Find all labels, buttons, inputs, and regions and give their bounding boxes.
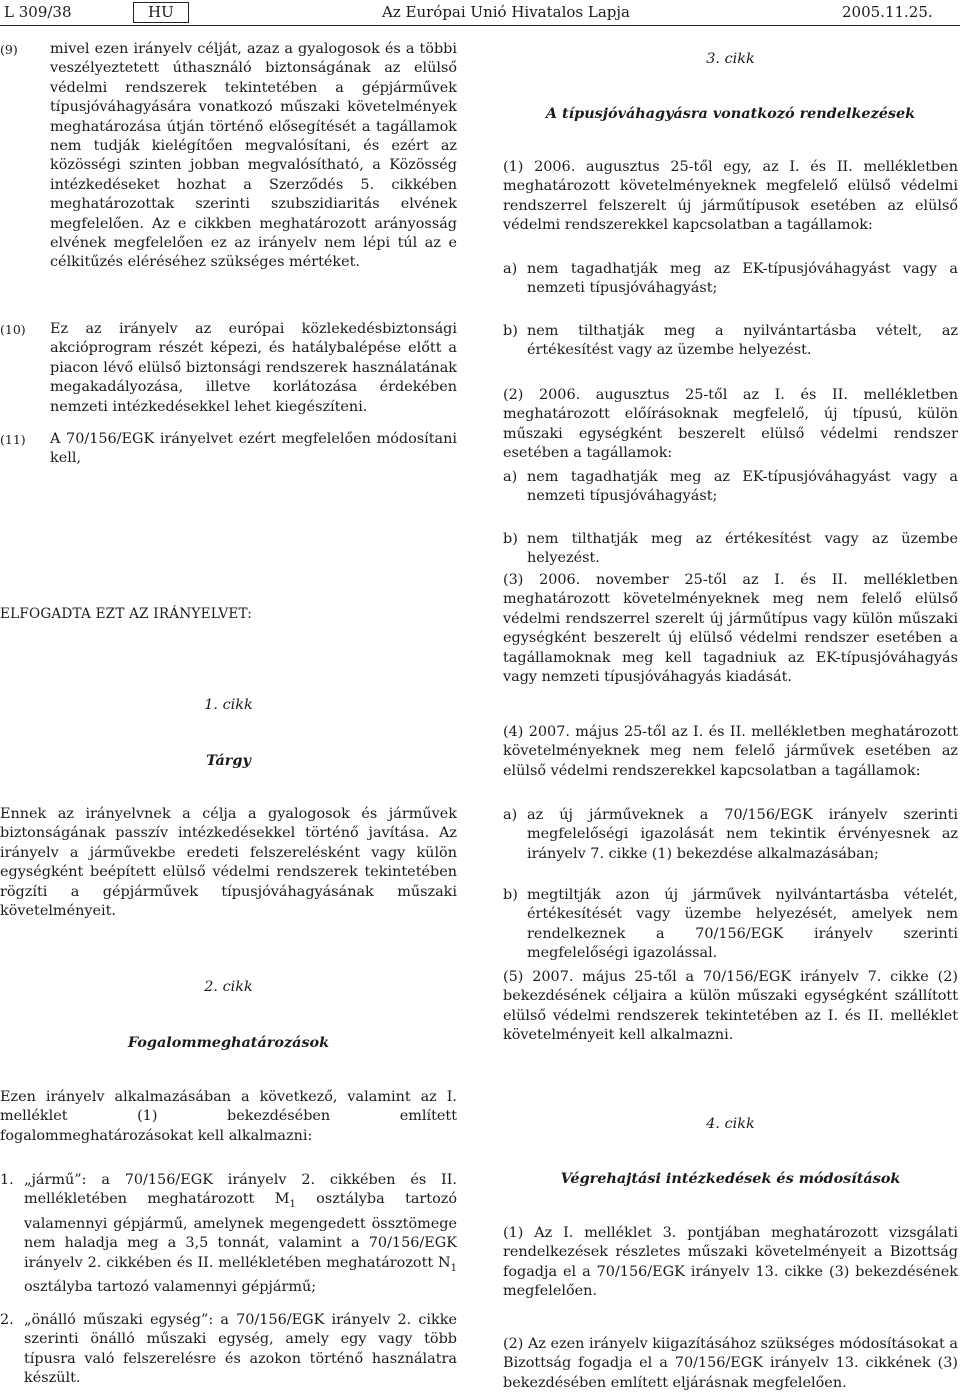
article-4-para-2: (2) Az ezen irányelv kiigazításához szükséges módosításokat a Bizottság fogadja el a 70/156/EGK irányelv 13. cikkének (3) bekezdésében említett eljárásnak megfelelően. <box>503 1336 958 1391</box>
point-text: az új járműveknek a 70/156/EGK irányelv szerinti megfelelőségi igazolását nem tekintik érvényesnek az irányelv 7. cikke (1) bekezdése alkalmazásában; <box>527 807 958 862</box>
definition-number: 2. <box>0 1312 14 1328</box>
definition-1 <box>0 1171 457 1295</box>
article-1-text: Ennek az irányelvnek a célja a gyalogosok és járművek biztonságának passzív intézkedésekkel történő javítása. Az irányelv a járművekbe eredeti felszerelésként vagy külön egységként beépített elülső védelmi rendszerek tekintetében rögzíti a gépjárművek típusjóváhagyásának műszaki követelményeit. <box>0 806 457 920</box>
page-header <box>0 0 960 26</box>
recital-number: (9) <box>0 42 18 57</box>
definition-2 <box>0 1311 457 1391</box>
recital-text: A 70/156/EGK irányelvet ezért megfelelően módosítani kell, <box>50 431 457 467</box>
category-subscript-n: 1 <box>450 1262 457 1274</box>
definition-text: „önálló műszaki egység”: a 70/156/EGK irányelv 2. cikke szerinti önálló műszaki egység, amely egy vagy több típusra való felszerelésre és azokon történő használatra készült. <box>24 1312 457 1387</box>
article-2-title: Fogalommeghatározások <box>127 1034 330 1051</box>
article-3-title: A típusjóváhagyásra vonatkozó rendelkezések <box>545 105 916 122</box>
point-text: nem tagadhatják meg az EK-típusjóváhagyást vagy a nemzeti típusjóváhagyást; <box>527 261 958 297</box>
article-3-para-5: (5) 2007. május 25-től a 70/156/EGK irányelv 7. cikke (2) bekezdésének céljaira a külön műszaki egységként szállított elülső védelmi rendszerek tekintetében az I. és II. melléklet követelményeit kell alkalmazni. <box>503 969 958 1044</box>
article-3-para-1-b <box>503 322 958 362</box>
article-2-intro: Ezen irányelv alkalmazásában a következő, valamint az I. melléklet (1) bekezdésében említett fogalommeghatározásokat kell alkalmazni: <box>0 1089 457 1144</box>
definition-text <box>24 1171 457 1297</box>
point-label: b) <box>503 887 518 903</box>
article-3-para-4-a <box>503 806 958 866</box>
article-4-para-1: (1) Az I. melléklet 3. pontjában meghatározott vizsgálati rendelkezések részletes műszaki követelményeit a Bizottság fogadja el a 70/156/EGK irányelv 13. cikke (3) bekezdésének megfelelően. <box>503 1225 958 1300</box>
article-4-title: Végrehajtási intézkedések és módosítások <box>560 1170 901 1187</box>
article-2-number: 2. cikk <box>204 979 253 995</box>
recital-text: mivel ezen irányelv célját, azaz a gyalogosok és a többi veszélyeztetett úthasználó biztonságának az elülső védelmi rendszerek tekintetében a gépjárművek típusjóváhagyására vonatkozó műszaki követelmények meghatározása útján történő elősegítését a tagállamok nem tudják kielégítően megvalósítani, és ezért az közösségi szinten jobban megvalósítható, a Közösség intézkedéseket hozhat a Szerződés 5. cikkében meghatározottak szerinti szubszidiaritás elvének megfelelően. Az e cikkben meghatározott arányosság elvének megfelelően ez az irányelv nem lépi túl az e célkitűzés eléréséhez szükséges mértéket. <box>50 41 457 271</box>
article-3-para-1: (1) 2006. augusztus 25-től egy, az I. és II. mellékletben meghatározott követelményeknek megfelelő elülső védelmi rendszerrel felszerelt új járműtípusok esetében az elülső védelmi rendszerekkel kapcsolatban a tagállamok: <box>503 159 958 234</box>
recital-number: (11) <box>0 432 26 447</box>
language-code: HU <box>133 2 189 23</box>
journal-title: Az Európai Unió Hivatalos Lapja <box>382 3 630 21</box>
definition-text-part-1: „jármű”: a 70/156/EGK irányelv 2. cikkében és II. mellékletében meghatározott M <box>24 1172 457 1208</box>
definition-number: 1. <box>0 1172 14 1188</box>
article-1-title: Tárgy <box>206 752 251 769</box>
article-3-para-4-b <box>503 886 958 962</box>
article-3-para-4: (4) 2007. május 25-től az I. és II. mellékletben meghatározott követelményeknek meg nem felelő járművek esetében az elülső védelmi rendszerekkel kapcsolatban a tagállamok: <box>503 724 958 779</box>
recital-9 <box>0 40 457 290</box>
issue-date: 2005.11.25. <box>842 3 933 21</box>
article-3-para-2-a <box>503 468 958 508</box>
recital-number: (10) <box>0 322 26 337</box>
definition-text-part-3: osztályba tartozó valamennyi gépjármű; <box>24 1278 317 1295</box>
article-3-para-1-a <box>503 260 958 300</box>
recital-10 <box>0 320 457 420</box>
article-3-para-3: (3) 2006. november 25-től az I. és II. mellékletben meghatározott követelményeknek meg nem felelő elülső védelmi rendszerrel szerelt új járműtípus vagy külön műszaki egységként beszerelt új elülső védelmi rendszer esetében a tagállamoknak meg kell tagadniuk az EK-típusjóváhagyás vagy nemzeti típusjóváhagyás kiadását. <box>503 572 958 686</box>
article-3-para-2: (2) 2006. augusztus 25-től az I. és II. mellékletben meghatározott előírásoknak megfelelő, új típusú, külön műszaki egységként beszerelt elülső védelmi rendszer esetében a tagállamok: <box>503 387 958 462</box>
adoption-statement: ELFOGADTA EZT AZ IRÁNYELVET: <box>0 606 253 622</box>
article-3-number: 3. cikk <box>706 51 755 67</box>
article-1-number: 1. cikk <box>204 697 253 713</box>
point-label: b) <box>503 531 518 547</box>
page-number: L 309/38 <box>4 3 72 21</box>
point-label: b) <box>503 323 518 339</box>
recital-11 <box>0 430 457 470</box>
point-text: nem tagadhatják meg az EK-típusjóváhagyást vagy a nemzeti típusjóváhagyást; <box>527 469 958 505</box>
article-3-para-2-b <box>503 530 958 567</box>
article-4-number: 4. cikk <box>706 1116 755 1132</box>
point-label: a) <box>503 807 518 823</box>
category-subscript-m: 1 <box>289 1199 296 1211</box>
point-text: nem tilthatják meg a nyilvántartásba vételt, az értékesítést vagy az üzembe helyezést. <box>527 323 958 359</box>
definition-text-part-2: osztályba tartozó valamennyi gépjármű, amelynek megengedett össztömege nem haladja meg a 3,5 tonnát, valamint a 70/156/EGK irányelv 2. cikkében és II. mellékletében meghatározott N <box>24 1191 457 1271</box>
point-text: nem tilthatják meg az értékesítést vagy az üzembe helyezést. <box>527 531 958 567</box>
point-label: a) <box>503 261 518 277</box>
point-label: a) <box>503 469 518 485</box>
point-text: megtiltják azon új járművek nyilvántartásba vételét, értékesítését vagy üzembe helyezését, amelyek nem rendelkeznek a 70/156/EGK irányelv szerinti megfelelőségi igazolással. <box>527 887 958 962</box>
recital-text: Ez az irányelv az európai közlekedésbiztonsági akcióprogram részét képezi, és hatálybalépése előtt a piacon lévő elülső biztonsági rendszerek használatának megakadályozása, illetve korlátozása érdekében nemzeti intézkedésekkel lehet kiegészíteni. <box>50 321 457 415</box>
